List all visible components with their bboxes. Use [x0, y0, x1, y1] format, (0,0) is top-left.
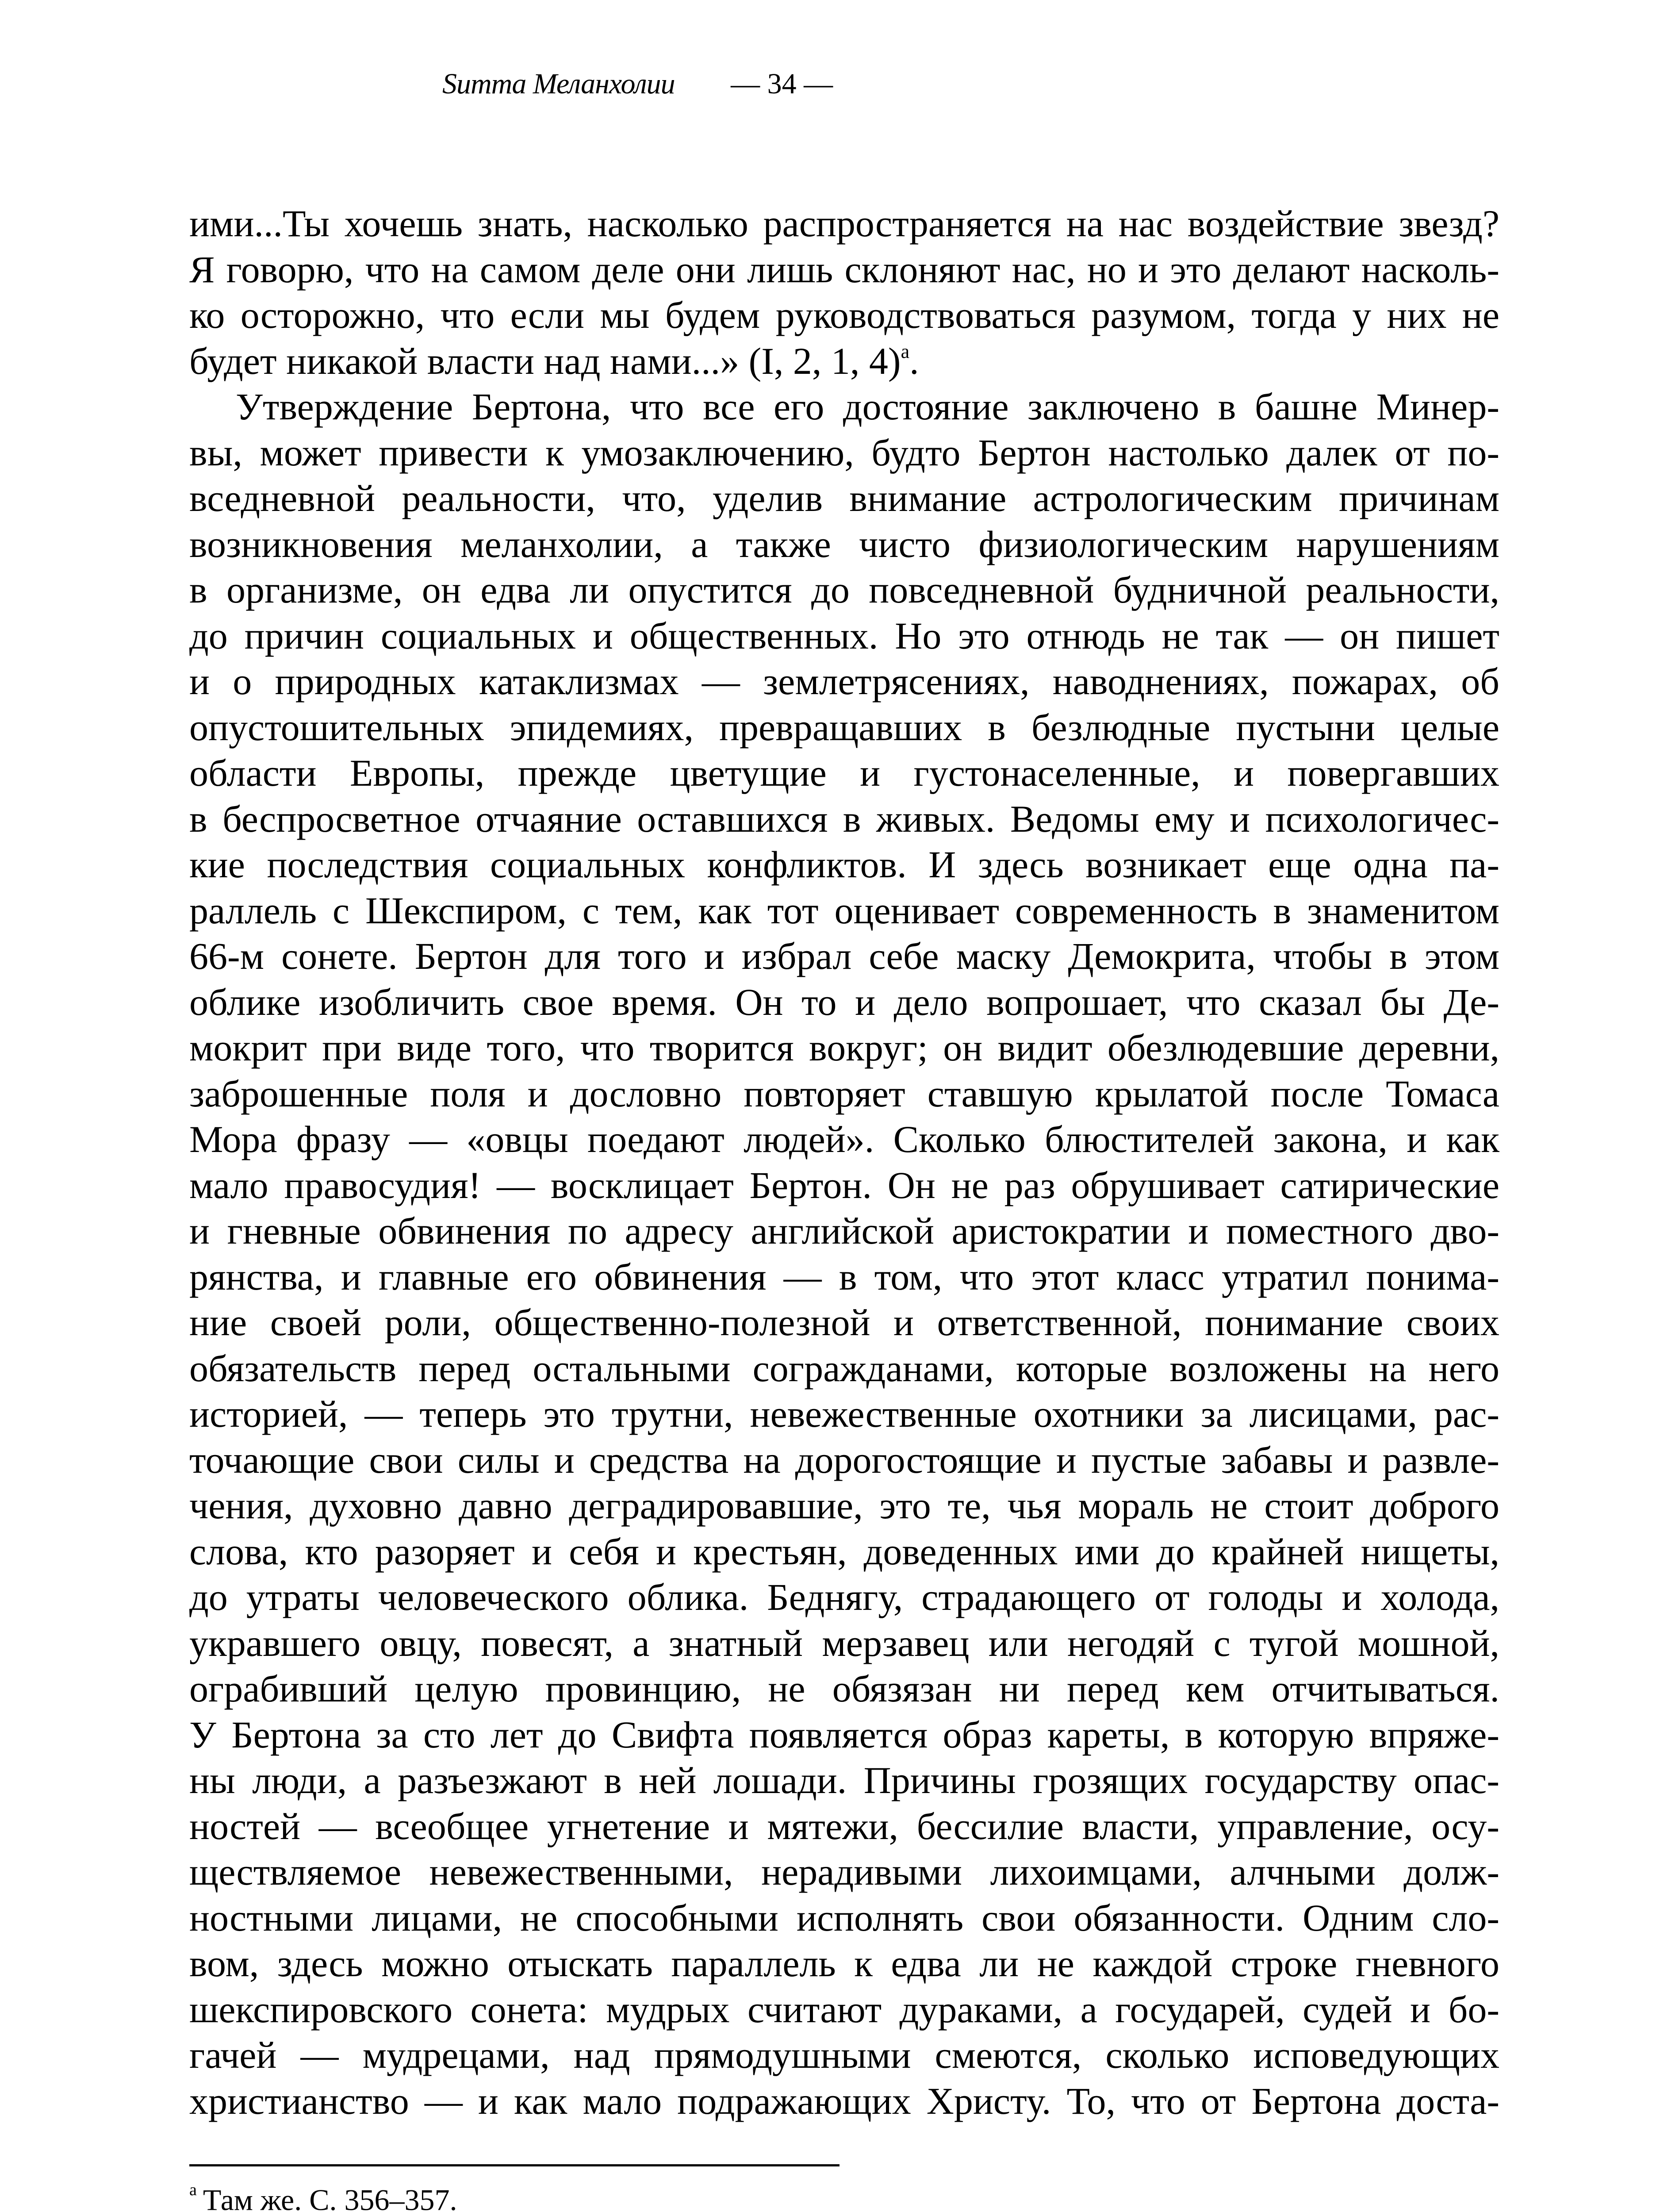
text-line: христианство — и как мало подражающих Христу. То, что от Бертона доста-: [189, 2079, 1499, 2122]
text-line: обязательств перед остальными согражданами, которые возложены на него: [189, 1347, 1499, 1390]
text-line: мало правосудия! — восклицает Бертон. Он не раз обрушивает сатирические: [189, 1164, 1499, 1206]
text-line: [189, 338, 1499, 384]
page-number: — 34 —: [731, 68, 833, 100]
text-line: до причин социальных и общественных. Но это отнюдь не так — он пишет: [189, 614, 1499, 657]
text-line: ко осторожно, что если мы будем руководствоваться разумом, тогда у них не: [189, 294, 1499, 336]
text-line: мокрит при виде того, что творится вокруг; он видит обезлюдевшие деревни,: [189, 1026, 1499, 1069]
text-line: Мора фразу — «овцы поедают людей». Сколько блюстителей закона, и как: [189, 1118, 1499, 1160]
text-line: историей, — теперь это трутни, невежественные охотники за лисицами, рас-: [189, 1393, 1499, 1435]
footnote-text: Там же. С. 356–357.: [203, 2183, 457, 2212]
text-line: гачей — мудрецами, над прямодушными смеются, сколько исповедующих: [189, 2034, 1499, 2076]
text-line: вом, здесь можно отыскать параллель к едва ли не каждой строке гневного: [189, 1942, 1499, 1985]
text-line: рянства, и главные его обвинения — в том, что этот класс утратил понима-: [189, 1255, 1499, 1298]
running-head-title: Summa Меланхолии: [442, 68, 675, 100]
text-line: слова, кто разоряет и себя и крестьян, доведенных ими до крайней нищеты,: [189, 1530, 1499, 1573]
footnote: [189, 2177, 1074, 2212]
text-line: укравшего овцу, повесят, а знатный мерзавец или негодяй с тугой мошной,: [189, 1621, 1499, 1664]
text-line-content: будет никакой власти над нами...» (I, 2, 1, 4): [189, 339, 901, 382]
footnote-divider: [189, 2164, 840, 2166]
paragraph-burton-social-critique: [189, 384, 1499, 2124]
text-line: вседневной реальности, что, уделив внимание астрологическим причинам: [189, 477, 1499, 519]
text-line: Утверждение Бертона, что все его достояние заключено в башне Минер-: [236, 385, 1499, 428]
text-line: раллель с Шекспиром, с тем, как тот оценивает современность в знаменитом: [189, 889, 1499, 932]
text-line: ществляемое невежественными, нерадивыми лихоимцами, алчными долж-: [189, 1851, 1499, 1893]
paragraph-quote-continuation: [189, 201, 1499, 384]
text-line: ограбивший целую провинцию, не обязязан ни перед кем отчитываться.: [189, 1667, 1499, 1710]
text-line: ими...Ты хочешь знать, насколько распространяется на нас воздействие звезд?: [189, 202, 1499, 245]
text-line: опустошительных эпидемиях, превращавших в безлюдные пустыни целые: [189, 706, 1499, 749]
text-line: заброшенные поля и дословно повторяет ставшую крылатой после Томаса: [189, 1072, 1499, 1115]
footnote-marker: a: [189, 2181, 197, 2199]
text-line: шекспировского сонета: мудрых считают дураками, а государей, судей и бо-: [189, 1988, 1499, 2031]
running-head: [442, 62, 833, 106]
text-line: чения, духовно давно деградировавшие, это те, чья мораль не стоит доброго: [189, 1484, 1499, 1527]
footnote-reference[interactable]: a: [901, 340, 910, 362]
text-line: Я говорю, что на самом деле они лишь склоняют нас, но и это делают насколь-: [189, 248, 1499, 291]
text-line: точающие свои силы и средства на дорогостоящие и пустые забавы и развле-: [189, 1438, 1499, 1481]
text-line: ностными лицами, не способными исполнять свои обязанности. Одним сло-: [189, 1896, 1499, 1939]
text-line: ны люди, а разъезжают в ней лошади. Причины грозящих государству опас-: [189, 1759, 1499, 1801]
text-line: вы, может привести к умозаключению, будто Бертон настолько далек от по-: [189, 431, 1499, 474]
text-line: ние своей роли, общественно-полезной и ответственной, понимание своих: [189, 1301, 1499, 1344]
text-line: У Бертона за сто лет до Свифта появляется образ кареты, в которую впряже-: [189, 1713, 1499, 1756]
text-line: 66-м сонете. Бертон для того и избрал себе маску Демокрита, чтобы в этом: [189, 935, 1499, 977]
text-line: и гневные обвинения по адресу английской аристократии и поместного дво-: [189, 1210, 1499, 1252]
text-line: в беспросветное отчаяние оставшихся в живых. Ведомы ему и психологичес-: [189, 797, 1499, 840]
text-line: кие последствия социальных конфликтов. И здесь возникает еще одна па-: [189, 843, 1499, 886]
text-line: до утраты человеческого облика. Беднягу, страдающего от голоды и холода,: [189, 1576, 1499, 1618]
text-line: в организме, он едва ли опустится до повседневной будничной реальности,: [189, 568, 1499, 611]
text-line: области Европы, прежде цветущие и густонаселенные, и повергавших: [189, 752, 1499, 794]
body-text: [189, 201, 1499, 2124]
text-line: и о природных катаклизмах — землетрясениях, наводнениях, пожарах, об: [189, 660, 1499, 703]
text-line: ностей — всеобщее угнетение и мятежи, бессилие власти, управление, осу-: [189, 1805, 1499, 1847]
text-line: возникновения меланхолии, а также чисто физиологическим нарушениям: [189, 522, 1499, 565]
text-line: облике изобличить свое время. Он то и дело вопрошает, что сказал бы Де-: [189, 980, 1499, 1023]
text-line-end: .: [909, 339, 919, 382]
